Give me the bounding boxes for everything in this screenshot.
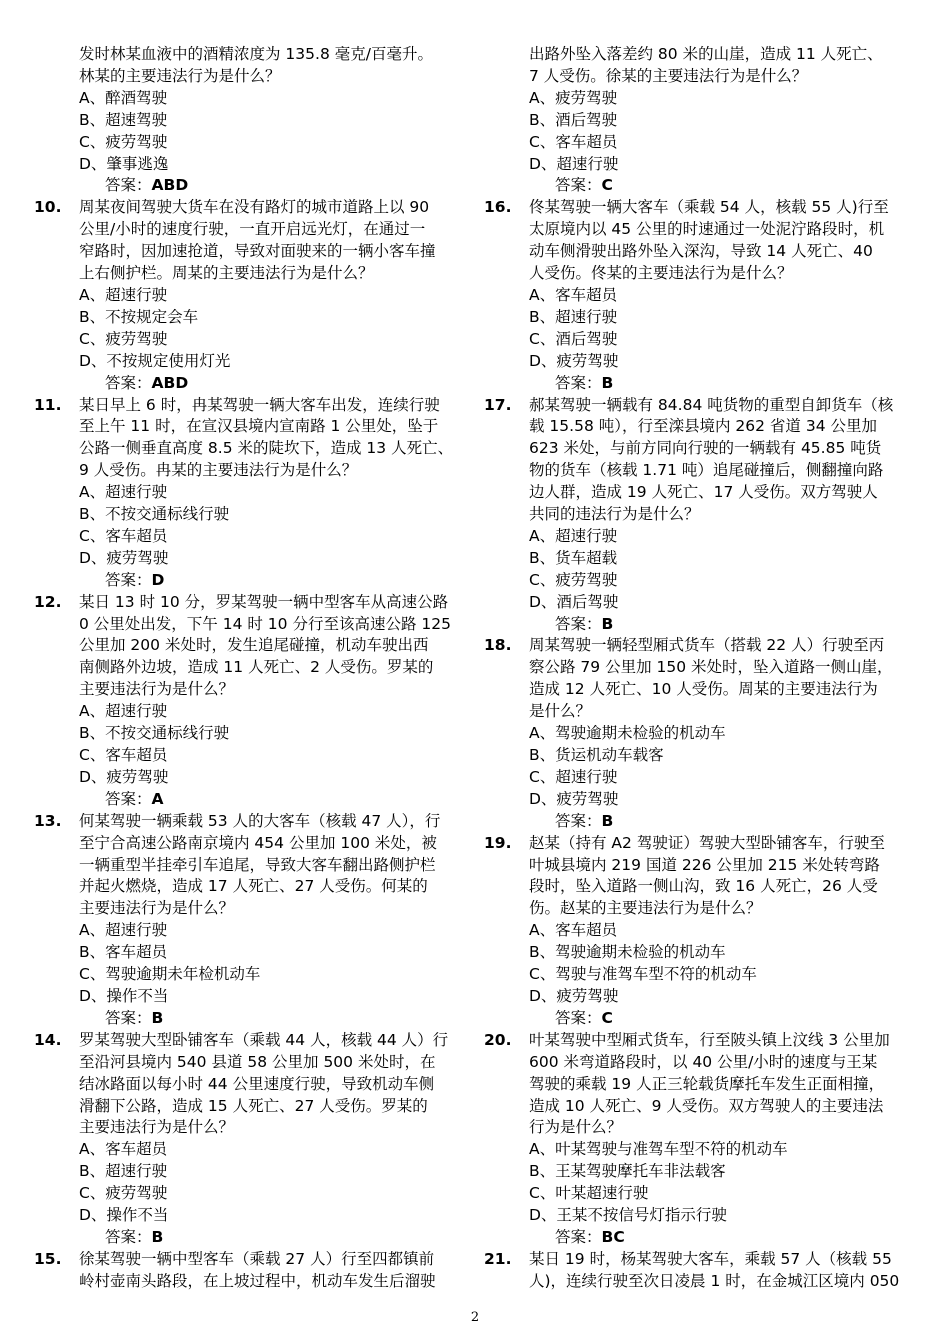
question-text-line — [484, 1096, 916, 1118]
answer-option: A、超速行驶 — [79, 921, 168, 940]
question-text-line — [484, 1117, 916, 1139]
question-text-line — [34, 1271, 466, 1293]
question-text-line — [484, 44, 916, 66]
answer-label: 答案： — [555, 614, 602, 633]
question-text: 罗某驾驶大型卧铺客车（乘载 44 人，核载 44 人）行 — [79, 1030, 449, 1049]
answer-option: C、疲劳驾驶 — [79, 1184, 168, 1203]
question-text-line — [34, 66, 466, 88]
question-text: 某日 13 时 10 分，罗某驾驶一辆中型客车从高速公路 — [79, 592, 449, 611]
question-number: 21. — [484, 1249, 512, 1268]
question-text: 人受伤。佟某的主要违法行为是什么？ — [529, 264, 793, 283]
question-text: 某日 19 时，杨某驾驶大客车，乘载 57 人（核载 55 — [529, 1249, 892, 1268]
question-11 — [34, 395, 466, 592]
answer-line — [34, 570, 466, 592]
answer-option: C、疲劳驾驶 — [79, 132, 168, 151]
answer-line — [34, 175, 466, 197]
answer-line — [484, 1227, 916, 1249]
question-20 — [484, 1030, 916, 1249]
question-number: 20. — [484, 1030, 512, 1049]
question-15 — [34, 1249, 466, 1293]
question-text: 南侧路外边坡，造成 11 人死亡、2 人受伤。罗某的 — [79, 658, 434, 677]
question-text: 太原境内以 45 公里的时速通过一处泥泞路段时，机 — [529, 220, 885, 239]
answer-option: B、客车超员 — [79, 943, 168, 962]
question-text: 600 米弯道路段时，以 40 公里/小时的速度与王某 — [529, 1052, 878, 1071]
question-text-line — [484, 1030, 916, 1052]
answer-line — [484, 1008, 916, 1030]
answer-option: B、货车超载 — [529, 548, 618, 567]
question-14 — [34, 1030, 466, 1249]
question-text-line — [34, 1052, 466, 1074]
answer-option: D、疲劳驾驶 — [79, 767, 169, 786]
question-text: 何某驾驶一辆乘载 53 人的大客车（核载 47 人），行 — [79, 811, 441, 830]
question-text-line — [34, 1096, 466, 1118]
question-text-line — [34, 833, 466, 855]
answer-label: 答案： — [555, 373, 602, 392]
question-18 — [484, 635, 916, 832]
question-text-line — [484, 1074, 916, 1096]
question-text-line — [484, 416, 916, 438]
question-text: 一辆重型半挂牵引车追尾，导致大客车翻出路侧护栏 — [79, 855, 436, 874]
answer-option: B、超速行驶 — [79, 1162, 168, 1181]
question-text: 载 15.58 吨），行至滦县境内 262 省道 34 公里加 — [529, 417, 877, 436]
question-13 — [34, 811, 466, 1030]
question-text-line — [484, 482, 916, 504]
answer-label: 答案： — [555, 1227, 602, 1246]
question-text: 某日早上 6 时，冉某驾驶一辆大客车出发，连续行驶 — [79, 395, 440, 414]
question-text: 伤。赵某的主要违法行为是什么？ — [529, 899, 762, 918]
question-number: 10. — [34, 198, 62, 217]
answer-label: 答案： — [555, 811, 602, 830]
question-text-line — [34, 416, 466, 438]
answer-option: B、超速行驶 — [529, 307, 618, 326]
question-text-line — [34, 898, 466, 920]
question-continuation — [34, 44, 466, 197]
answer-option: A、驾驶逾期未检验的机动车 — [529, 724, 726, 743]
answer-line — [484, 614, 916, 636]
question-text-line — [484, 898, 916, 920]
answer-label: 答案： — [105, 373, 152, 392]
question-text-line — [34, 241, 466, 263]
answer-option: B、不按规定会车 — [79, 307, 199, 326]
question-number: 11. — [34, 395, 62, 414]
question-continuation — [484, 44, 916, 197]
answer-option: D、疲劳驾驶 — [79, 548, 169, 567]
answer-label: 答案： — [105, 1227, 152, 1246]
question-text: 物的货车（核载 1.71 吨）追尾碰撞后，侧翻撞向路 — [529, 461, 884, 480]
question-text-line — [34, 1249, 466, 1271]
answer-option: D、不按规定使用灯光 — [79, 351, 231, 370]
answer-option: D、王某不按信号灯指示行驶 — [529, 1206, 727, 1225]
answer-option: C、客车超员 — [79, 526, 168, 545]
question-text: 驾驶的乘载 19 人正三轮载货摩托车发生正面相撞， — [529, 1074, 885, 1093]
question-text: 并起火燃烧，造成 17 人死亡、27 人受伤。何某的 — [79, 877, 428, 896]
question-text-line — [484, 1271, 916, 1293]
question-text: 至宁合高速公路南京境内 454 公里加 100 米处，被 — [79, 833, 437, 852]
question-text: 9 人受伤。冉某的主要违法行为是什么？ — [79, 461, 358, 480]
question-text: 周某驾驶一辆轻型厢式货车（搭载 22 人）行驶至丙 — [529, 636, 885, 655]
question-text-line — [484, 876, 916, 898]
question-19 — [484, 833, 916, 1030]
answer-option: C、疲劳驾驶 — [529, 570, 618, 589]
question-text: 公里/小时的速度行驶，一直开启远光灯，在通过一 — [79, 220, 426, 239]
question-text: 至上午 11 时，在宣汉县境内宣南路 1 公里处，坠于 — [79, 417, 439, 436]
question-text-line — [34, 395, 466, 417]
question-text: 边人群，造成 19 人死亡、17 人受伤。双方驾驶人 — [529, 483, 878, 502]
question-text-line — [484, 263, 916, 285]
question-text-line — [34, 219, 466, 241]
question-text: 上右侧护栏。周某的主要违法行为是什么？ — [79, 264, 374, 283]
question-text: 是什么？ — [529, 702, 592, 721]
question-text: 察公路 79 公里加 150 米处时，坠入道路一侧山崖， — [529, 658, 893, 677]
answer-option: B、货运机动车载客 — [529, 746, 664, 764]
question-text-line — [484, 635, 916, 657]
question-text-line — [34, 876, 466, 898]
answer-option: D、酒后驾驶 — [529, 592, 619, 611]
question-text: 叶某驾驶中型厢式货车，行至陂头镇上汶线 3 公里加 — [529, 1030, 890, 1049]
answer-label: 答案： — [105, 570, 152, 589]
answer-option: B、不按交通标线行驶 — [79, 724, 230, 743]
question-text: 至沿河县境内 540 县道 58 公里加 500 米处时，在 — [79, 1052, 436, 1071]
question-text-line — [484, 679, 916, 701]
question-text-line — [484, 1052, 916, 1074]
answer-value: C — [601, 1008, 613, 1027]
answer-option: A、客车超员 — [529, 921, 618, 940]
answer-option: D、疲劳驾驶 — [529, 351, 619, 370]
question-text: 动车侧滑驶出路外坠入深沟，导致 14 人死亡、40 — [529, 242, 873, 261]
question-number: 12. — [34, 592, 62, 611]
left-column — [34, 44, 466, 1293]
question-text-line — [34, 855, 466, 877]
answer-option: D、操作不当 — [79, 986, 169, 1005]
question-text-line — [34, 197, 466, 219]
answer-line — [34, 789, 466, 811]
question-text: 0 公里处出发，下午 14 时 10 分行至该高速公路 125 — [79, 614, 451, 633]
question-text-line — [484, 197, 916, 219]
question-text-line — [34, 811, 466, 833]
answer-option: D、超速行驶 — [529, 154, 619, 173]
answer-line — [34, 373, 466, 395]
question-text-line — [484, 241, 916, 263]
question-text: 公里加 200 米处时，发生追尾碰撞，机动车驶出西 — [79, 636, 429, 655]
answer-option: D、疲劳驾驶 — [529, 986, 619, 1005]
answer-option: A、超速行驶 — [79, 702, 168, 721]
question-text: 滑翻下公路，造成 15 人死亡、27 人受伤。罗某的 — [79, 1096, 428, 1115]
answer-option: B、酒后驾驶 — [529, 110, 618, 129]
question-text: 窄路时，因加速抢道，导致对面驶来的一辆小客车撞 — [79, 242, 436, 261]
question-text-line — [34, 460, 466, 482]
question-text-line — [484, 657, 916, 679]
question-text: 郝某驾驶一辆载有 84.84 吨货物的重型自卸货车（核 — [529, 395, 894, 414]
answer-label: 答案： — [555, 176, 602, 195]
answer-value: B — [601, 373, 614, 392]
question-number: 13. — [34, 811, 62, 830]
answer-option: C、驾驶与准驾车型不符的机动车 — [529, 965, 757, 984]
question-text: 结冰路面以每小时 44 公里速度行驶，导致机动车侧 — [79, 1074, 435, 1093]
answer-label: 答案： — [105, 1008, 152, 1027]
answer-option: A、超速行驶 — [79, 285, 168, 304]
question-text: 林某的主要违法行为是什么？ — [79, 66, 281, 85]
question-text: 主要违法行为是什么？ — [79, 1118, 235, 1137]
answer-label: 答案： — [555, 1008, 602, 1027]
question-text-line — [484, 219, 916, 241]
question-text-line — [484, 504, 916, 526]
question-number: 19. — [484, 833, 512, 852]
question-text-line — [34, 635, 466, 657]
question-text-line — [484, 701, 916, 723]
answer-option: A、醉酒驾驶 — [79, 88, 168, 107]
question-text-line — [34, 1074, 466, 1096]
question-text-line — [484, 66, 916, 88]
question-text: 岭村壶南头路段，在上坡过程中，机动车发生后溜驶 — [79, 1271, 436, 1290]
answer-value: B — [601, 614, 614, 633]
question-text-line — [484, 460, 916, 482]
answer-option: A、客车超员 — [529, 285, 618, 304]
answer-line — [34, 1008, 466, 1030]
question-text: 公路一侧垂直高度 8.5 米的陡坎下，造成 13 人死亡、 — [79, 439, 454, 458]
answer-line — [484, 373, 916, 395]
question-16 — [484, 197, 916, 394]
question-text-line — [484, 833, 916, 855]
question-text-line — [34, 614, 466, 636]
question-number: 16. — [484, 198, 512, 217]
question-text-line — [34, 438, 466, 460]
question-text: 主要违法行为是什么？ — [79, 899, 235, 918]
question-text: 623 米处，与前方同向行驶的一辆载有 45.85 吨货 — [529, 439, 882, 458]
question-text: 7 人受伤。徐某的主要违法行为是什么？ — [529, 66, 808, 85]
question-number: 14. — [34, 1030, 62, 1049]
question-text: 造成 12 人死亡、10 人受伤。周某的主要违法行为 — [529, 680, 878, 699]
question-text: 出路外坠入落差约 80 米的山崖，造成 11 人死亡、 — [529, 45, 883, 63]
question-text: 周某夜间驾驶大货车在没有路灯的城市道路上以 90 — [79, 198, 430, 217]
answer-value: B — [601, 811, 614, 830]
question-text-line — [484, 438, 916, 460]
answer-value: ABD — [151, 373, 189, 392]
answer-option: C、疲劳驾驶 — [79, 329, 168, 348]
question-text-line — [34, 44, 466, 66]
question-text: 段时，坠入道路一侧山沟，致 16 人死亡，26 人受 — [529, 877, 878, 896]
answer-option: A、叶某驾驶与准驾车型不符的机动车 — [529, 1140, 788, 1159]
right-column — [484, 44, 916, 1293]
question-text: 赵某（持有 A2 驾驶证）驾驶大型卧铺客车，行驶至 — [529, 833, 885, 852]
question-text-line — [484, 395, 916, 417]
question-number: 17. — [484, 395, 512, 414]
answer-value: D — [151, 570, 165, 589]
answer-label: 答案： — [105, 789, 152, 808]
answer-option: C、客车超员 — [529, 132, 618, 151]
answer-label: 答案： — [105, 176, 152, 195]
answer-value: B — [151, 1008, 164, 1027]
answer-option: A、客车超员 — [79, 1140, 168, 1159]
question-text-line — [34, 592, 466, 614]
question-text: 行为是什么？ — [529, 1118, 623, 1137]
answer-option: D、肇事逃逸 — [79, 154, 169, 173]
question-12 — [34, 592, 466, 811]
question-number: 18. — [484, 636, 512, 655]
answer-value: A — [151, 789, 164, 808]
answer-option: C、驾驶逾期未年检机动车 — [79, 965, 261, 984]
question-text-line — [484, 1249, 916, 1271]
answer-option: B、超速驾驶 — [79, 110, 168, 129]
question-text: 人)，连续行驶至次日凌晨 1 时，在金城江区境内 050 — [529, 1271, 900, 1290]
question-text: 发时林某血液中的酒精浓度为 135.8 毫克/百毫升。 — [79, 45, 433, 63]
question-text: 叶城县境内 219 国道 226 公里加 215 米处转弯路 — [529, 855, 880, 874]
answer-option: D、操作不当 — [79, 1206, 169, 1225]
question-10 — [34, 197, 466, 394]
question-number: 15. — [34, 1249, 62, 1268]
answer-option: C、叶某超速行驶 — [529, 1184, 649, 1203]
answer-option: B、王某驾驶摩托车非法载客 — [529, 1162, 726, 1181]
question-text-line — [34, 263, 466, 285]
question-text-line — [34, 1030, 466, 1052]
answer-value: BC — [601, 1227, 625, 1246]
answer-line — [34, 1227, 466, 1249]
answer-option: C、超速行驶 — [529, 767, 618, 786]
answer-value: B — [151, 1227, 164, 1246]
question-text-line — [34, 1117, 466, 1139]
question-text-line — [484, 855, 916, 877]
question-text-line — [34, 657, 466, 679]
question-text-line — [34, 679, 466, 701]
question-text: 共同的违法行为是什么？ — [529, 505, 700, 524]
question-text: 造成 10 人死亡、9 人受伤。双方驾驶人的主要违法 — [529, 1096, 884, 1115]
question-17 — [484, 395, 916, 636]
answer-option: D、疲劳驾驶 — [529, 789, 619, 808]
answer-value: ABD — [151, 176, 189, 195]
answer-option: A、疲劳驾驶 — [529, 88, 618, 107]
answer-option: C、酒后驾驶 — [529, 329, 618, 348]
answer-option: A、超速行驶 — [79, 483, 168, 502]
page-number: 2 — [470, 1310, 480, 1325]
answer-value: C — [601, 176, 613, 195]
question-text: 主要违法行为是什么？ — [79, 680, 235, 699]
question-text: 徐某驾驶一辆中型客车（乘载 27 人）行至四都镇前 — [79, 1249, 435, 1268]
answer-option: A、超速行驶 — [529, 526, 618, 545]
answer-line — [484, 811, 916, 833]
answer-option: C、客车超员 — [79, 746, 168, 764]
answer-line — [484, 175, 916, 197]
answer-option: B、不按交通标线行驶 — [79, 505, 230, 524]
answer-option: B、驾驶逾期未检验的机动车 — [529, 943, 726, 962]
question-text: 佟某驾驶一辆大客车（乘载 54 人，核载 55 人)行至 — [529, 198, 889, 217]
question-21 — [484, 1249, 916, 1293]
